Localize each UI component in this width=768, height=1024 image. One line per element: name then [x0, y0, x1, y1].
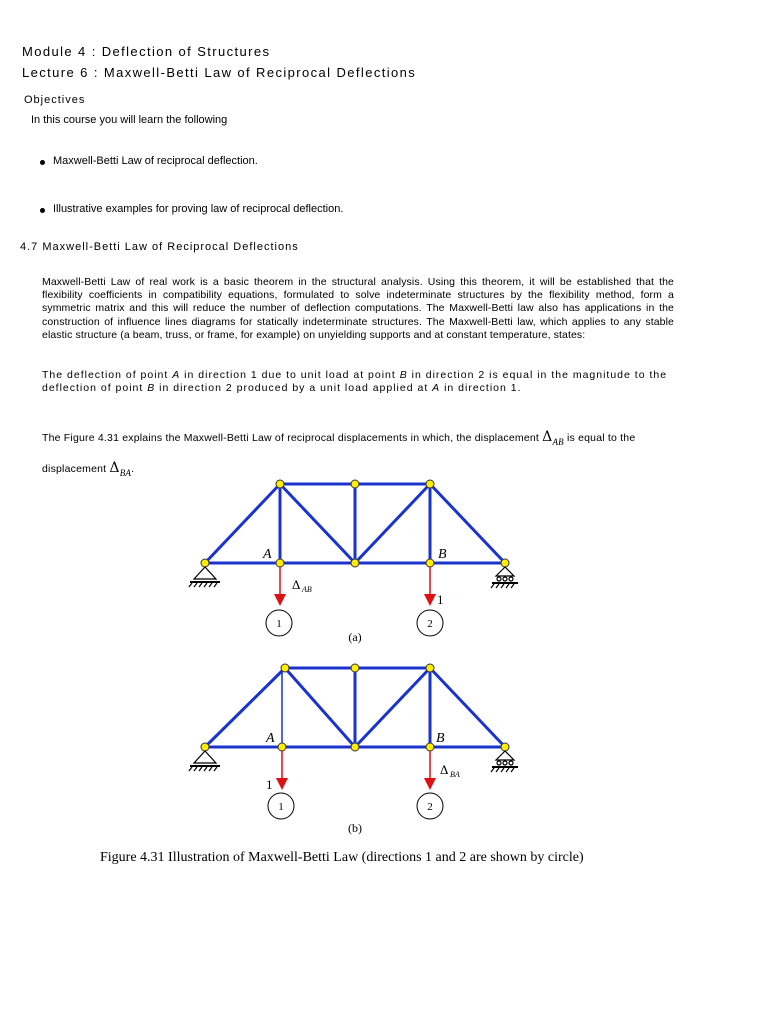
truss-a	[189, 480, 518, 644]
label-a: A	[263, 547, 272, 562]
load-label: 1	[437, 592, 444, 607]
direction-label: 1	[278, 801, 284, 813]
figure-caption: Figure 4.31 Illustration of Maxwell-Betti Law (directions 1 and 2 are shown by circle)	[100, 850, 584, 865]
bullet-icon	[40, 160, 45, 165]
direction-label: 1	[276, 618, 282, 630]
delta-symbol: Δ	[542, 429, 553, 445]
pin-support-icon	[189, 751, 220, 771]
module-title: Module 4 : Deflection of Structures	[22, 44, 271, 59]
truss-b	[189, 664, 518, 835]
delta-symbol: Δ	[292, 577, 301, 592]
roller-support-icon	[491, 567, 518, 588]
text: in direction 2 produced by a unit load applied at	[155, 382, 433, 395]
direction-label: 2	[427, 801, 433, 813]
delta-subscript: BA	[450, 770, 460, 779]
objective-item-text: Maxwell-Betti Law of reciprocal deflection.	[53, 155, 258, 167]
text: in direction 1.	[440, 382, 522, 395]
point-b: B	[399, 369, 408, 381]
point-a: A	[172, 369, 181, 381]
delta-subscript: AB	[552, 437, 564, 447]
objective-item	[40, 155, 258, 167]
text: The Figure 4.31 explains the Maxwell-Betti Law of reciprocal displacements in which, the displacement	[42, 432, 543, 444]
objectives-intro: In this course you will learn the following	[31, 114, 228, 126]
label-b: B	[436, 731, 445, 746]
text: is equal to the displacement	[42, 432, 636, 475]
objective-item	[40, 203, 343, 215]
text: in direction 1 due to unit load at point	[180, 369, 400, 381]
label-a: A	[266, 731, 275, 746]
objectives-heading: Objectives	[24, 94, 86, 106]
point-b: B	[147, 382, 156, 395]
bullet-icon	[40, 208, 45, 213]
figure-sublabel: (b)	[348, 821, 362, 835]
pin-support-icon	[189, 567, 220, 587]
text: .	[131, 463, 135, 475]
section-heading: 4.7 Maxwell-Betti Law of Reciprocal Deflections	[20, 241, 299, 253]
label-b: B	[438, 547, 447, 562]
roller-support-icon	[491, 751, 518, 772]
delta-subscript: AB	[302, 585, 312, 594]
truss-members	[205, 484, 505, 563]
point-a: A	[432, 382, 441, 395]
truss-members	[205, 668, 505, 747]
text: in direction 2 is equal in the magnitude to the deflection of point	[42, 369, 668, 395]
delta-symbol: Δ	[440, 762, 449, 777]
delta-symbol: Δ	[109, 460, 120, 476]
text: The deflection of point	[42, 369, 173, 381]
delta-subscript: BA	[119, 468, 132, 478]
direction-label: 2	[427, 618, 433, 630]
objective-item-text: Illustrative examples for proving law of reciprocal deflection.	[53, 203, 344, 215]
paragraph-intro: Maxwell-Betti Law of real work is a basic theorem in the structural analysis. Using this theorem, it will be established that the flexibility coefficients in compatibility equations, formulated to solve indeterminate structures by the flexibility method, form a symmetric matrix and this will reduce the number of deflection computations. The Maxwell-Betti law also has applications in the construction of influence lines diagrams for statically indeterminate structures. The Maxwell-Betti law, which applies to any stable elastic structure (a beam, truss, or frame, for example) on unyielding supports and at constant temperature, states:	[42, 276, 674, 341]
paragraph-statement	[42, 369, 674, 395]
load-label: 1	[266, 777, 273, 792]
truss-figure	[180, 470, 550, 842]
figure-sublabel: (a)	[348, 630, 362, 644]
lecture-title: Lecture 6 : Maxwell-Betti Law of Reciprocal Deflections	[22, 65, 417, 80]
